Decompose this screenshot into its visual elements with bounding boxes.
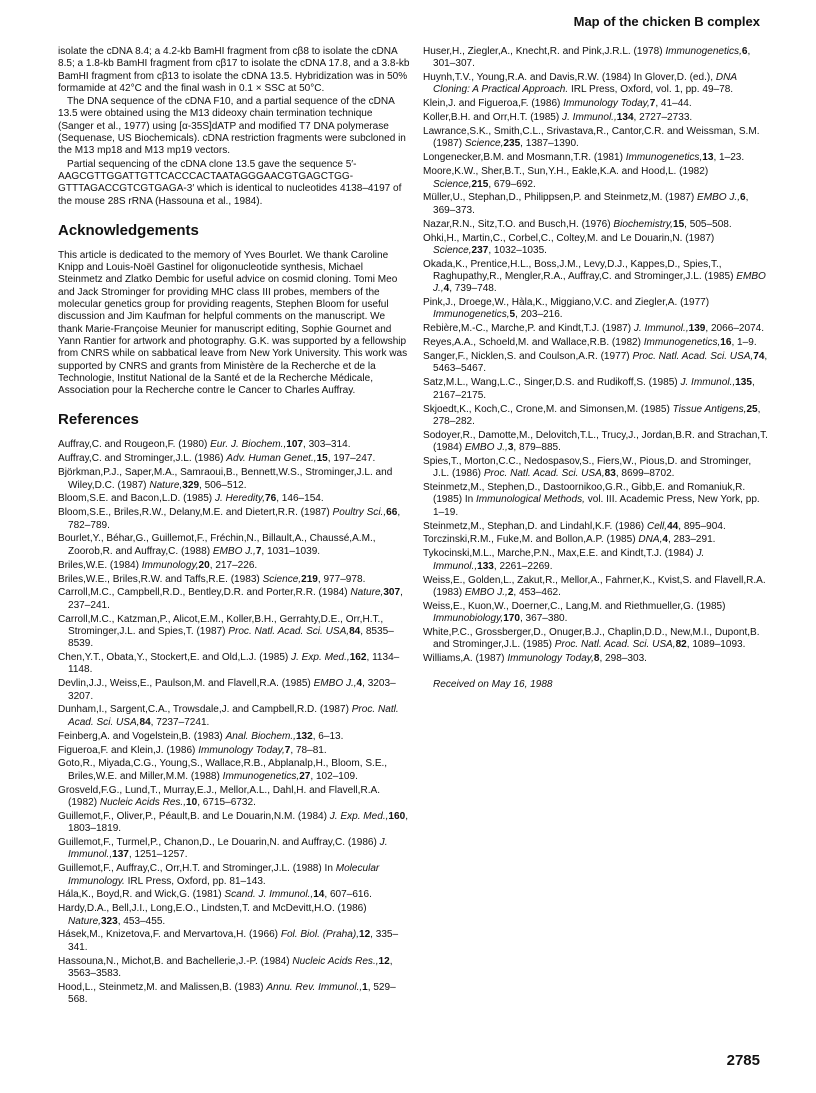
- ref-pages: , 298–303.: [599, 653, 647, 665]
- reference-item: [58, 678, 410, 703]
- ref-journal: Immunogenetics,: [222, 770, 300, 782]
- ref-pages: , 203–216.: [515, 309, 563, 321]
- methods-paragraph: Partial sequencing of the cDNA clone 13.5 gave the sequence 5′-AAGCGTTGGATTGTTCACCCACTAATAGGGAACGTGAGCTGG-GTTTAGACCGTCGTGAGA-3′ which is identical to nucleotides 4138–4197 of the mouse 28S rRNA (Hassouna et al., 1984).: [58, 158, 402, 207]
- ref-journal: Science,: [433, 178, 472, 190]
- ref-pages: , 8535–8539.: [68, 625, 394, 650]
- ref-authors: Hassouna,N., Michot,B. and Bachellerie,J.-P. (1984): [58, 955, 290, 967]
- ref-pages: , 1031–1039.: [261, 545, 321, 557]
- ref-pages: , 739–748.: [449, 283, 497, 295]
- ref-volume: 134: [616, 112, 634, 124]
- reference-item: [58, 507, 410, 532]
- ref-volume: 83: [604, 468, 616, 480]
- ref-volume: 307: [383, 587, 401, 599]
- ref-authors: Williams,A. (1987): [423, 653, 505, 665]
- reference-item: [423, 521, 769, 533]
- reference-item: [58, 614, 410, 651]
- reference-item: [58, 745, 410, 757]
- ref-journal: Science,: [262, 573, 302, 585]
- ref-pages: , 146–154.: [276, 493, 324, 505]
- ref-authors: Bloom,S.E. and Bacon,L.D. (1985): [58, 493, 213, 505]
- reference-item: [423, 112, 769, 124]
- reference-list-left: [58, 439, 410, 1006]
- reference-item: [423, 653, 769, 665]
- ref-authors: Sodoyer,R., Damotte,M., Delovitch,T.L., Trucy,J., Jordan,B.R. and Strachan,T. (1984): [423, 429, 768, 453]
- ref-pages: , 1–9.: [731, 337, 757, 349]
- ref-pages: , 2167–2175.: [433, 377, 755, 401]
- reference-item: [58, 903, 410, 928]
- ref-volume: 135: [735, 377, 752, 389]
- ref-volume: 133: [477, 560, 494, 572]
- ref-authors: Moore,K.W., Sher,B.T., Sun,Y.H., Eakle,K.A. and Hood,L. (1982): [423, 166, 709, 178]
- ref-journal: Immunology,: [141, 559, 199, 571]
- ref-journal: DNA,: [638, 534, 663, 546]
- ref-journal: J. Immunol.,: [680, 377, 736, 389]
- ref-pages: , 217–226.: [209, 559, 258, 571]
- ref-pages: , 301–307.: [433, 46, 751, 70]
- ref-journal: DNA Cloning: A Practical Approach.: [433, 72, 737, 96]
- reference-item: [58, 811, 410, 836]
- ref-pages: , 278–282.: [433, 403, 761, 427]
- ref-journal: Eur. J. Biochem.,: [210, 439, 287, 451]
- ref-journal: Immunology Today,: [563, 98, 650, 110]
- ref-journal: Proc. Natl. Acad. Sci. USA,: [228, 625, 350, 637]
- right-column: [423, 46, 769, 692]
- ref-authors: Hásek,M., Knizetova,F. and Mervartova,H. (1966): [58, 929, 279, 941]
- reference-item: [423, 166, 769, 191]
- ref-authors: Hardy,D.A., Bell,J.I., Long,E.O., Lindsten,T. and McDevitt,H.O. (1986): [58, 903, 367, 915]
- ref-authors: Huser,H., Ziegler,A., Knecht,R. and Pink,J.R.L. (1978): [423, 46, 663, 57]
- ref-pages: IRL Press, Oxford, pp. 81–143.: [124, 875, 266, 887]
- ref-authors: Grosveld,F.G., Lund,T., Murray,E.J., Mellor,A.L., Dahl,H. and Flavell,R.A. (1982): [58, 784, 380, 808]
- ref-journal: Biochemistry,: [613, 218, 673, 230]
- reference-item: [423, 482, 769, 519]
- ref-volume: 84: [139, 716, 151, 728]
- ref-volume: 13: [702, 152, 714, 164]
- reference-item: [423, 233, 769, 258]
- reference-item: [58, 956, 410, 981]
- ref-authors: Koller,B.H. and Orr,H.T. (1985): [423, 112, 560, 124]
- ref-journal: Immunogenetics,: [433, 309, 510, 321]
- ref-journal: J. Immunol.,: [433, 548, 705, 572]
- ref-journal: EMBO J.,: [697, 192, 741, 204]
- ref-authors: Lawrance,S.K., Smith,C.L., Srivastava,R., Cantor,C.R. and Weissman, S.M. (1987): [423, 126, 760, 150]
- reference-item: [423, 259, 769, 296]
- ref-authors: Hood,L., Steinmetz,M. and Malissen,B. (1983): [58, 981, 264, 993]
- ref-journal: EMBO J.,: [212, 545, 256, 557]
- reference-item: [58, 453, 410, 465]
- reference-item: [58, 863, 410, 888]
- ref-volume: 107: [286, 439, 303, 451]
- ref-pages: , 1251–1257.: [128, 849, 188, 861]
- ref-journal: Proc. Natl. Acad. Sci. USA,: [483, 468, 605, 480]
- reference-item: [423, 297, 769, 322]
- ref-authors: Feinberg,A. and Vogelstein,B. (1983): [58, 730, 223, 742]
- reference-item: [58, 731, 410, 743]
- ref-journal: Anal. Biochem.,: [225, 730, 296, 742]
- ref-authors: Ohki,H., Martin,C., Corbel,C., Coltey,M. and Le Douarin,N. (1987): [423, 232, 715, 244]
- ref-volume: 162: [349, 652, 367, 664]
- ref-authors: Skjoedt,K., Koch,C., Crone,M. and Simonsen,M. (1985): [423, 403, 670, 415]
- reference-item: [423, 404, 769, 429]
- ref-volume: 132: [295, 730, 313, 742]
- ref-volume: 66: [386, 507, 398, 519]
- ref-journal: J. Exp. Med.,: [291, 652, 350, 664]
- reference-list-right: [423, 46, 769, 665]
- ref-volume: 76: [265, 493, 277, 505]
- ref-pages: , 782–789.: [68, 507, 401, 531]
- ref-journal: Proc. Natl. Acad. Sci. USA,: [554, 639, 676, 651]
- ref-journal: J. Exp. Med.,: [329, 810, 389, 822]
- ref-authors: Tykocinski,M.L., Marche,P.N., Max,E.E. and Kindt,T.J. (1984): [423, 548, 694, 560]
- ref-authors: Briles,W.E. (1984): [58, 559, 139, 571]
- ref-authors: Reyes,A.A., Schoeld,M. and Wallace,R.B. (1982): [423, 337, 641, 349]
- reference-item: [423, 377, 769, 402]
- ref-authors: Steinmetz,M., Stephan,D. and Lindahl,K.F. (1986): [423, 520, 645, 532]
- ref-authors: Carroll,M.C., Campbell,R.D., Bentley,D.R. and Porter,R.R. (1984): [58, 587, 348, 599]
- ref-pages: , 102–109.: [310, 770, 358, 782]
- ref-authors: Goto,R., Miyada,C.G., Young,S., Wallace,R.B., Abplanalp,H., Bloom, S.E., Briles,W.E. and Miller,M.M. (1988): [58, 758, 388, 782]
- ref-authors: Nazar,R.N., Sitz,T.O. and Busch,H. (1976): [423, 218, 611, 230]
- ref-volume: 137: [112, 849, 129, 861]
- ref-journal: Nucleic Acids Res.,: [99, 796, 187, 808]
- ref-volume: 74: [753, 351, 765, 363]
- ref-volume: 82: [675, 639, 687, 651]
- ref-pages: , 41–44.: [655, 98, 692, 110]
- ref-journal: Immunogenetics,: [625, 152, 703, 164]
- ref-journal: J. Immunol.,: [562, 112, 617, 124]
- ref-pages: , 506–512.: [199, 479, 247, 491]
- ref-journal: Immunobiology,: [433, 613, 504, 625]
- ref-volume: 15: [316, 453, 328, 465]
- ref-authors: Chen,Y.T., Obata,Y., Stockert,E. and Old,L.J. (1985): [58, 652, 289, 664]
- ref-journal: Adv. Human Genet.,: [226, 453, 317, 465]
- ref-journal: J. Heredity,: [214, 493, 266, 505]
- ref-journal: EMBO J.,: [464, 586, 508, 598]
- ref-volume: 14: [313, 889, 325, 901]
- ref-authors: Okada,K., Prentice,H.L., Boss,J.M., Levy,D.J., Kappes,D., Spies,T., Raghupathy,R., Mengler,R.A., Auffray,C. and Strominger,J.L. (1985): [423, 258, 734, 282]
- ref-authors: Dunham,I., Sargent,C.A., Trowsdale,J. and Campbell,R.D. (1987): [58, 704, 349, 716]
- ref-pages: , 453–455.: [117, 915, 166, 927]
- ref-journal: Science,: [433, 244, 472, 256]
- left-column: [58, 46, 410, 1008]
- ref-volume: 12: [358, 929, 371, 941]
- ref-pages: , 197–247.: [327, 453, 376, 465]
- reference-item: [423, 219, 769, 231]
- ref-journal: Fol. Biol. (Praha),: [280, 929, 359, 941]
- ref-journal: Immunological Methods,: [476, 494, 585, 506]
- ref-journal: Immunology Today,: [198, 744, 285, 756]
- ref-authors: Carroll,M.C., Katzman,P., Alicot,E.M., Koller,B.H., Gerrahty,D.E., Orr,H.T., Strominger,J.L. and Spies,T. (1987): [58, 613, 384, 637]
- ref-pages: , 2727–2733.: [633, 112, 693, 124]
- reference-item: [58, 574, 410, 586]
- ref-volume: 160: [388, 810, 406, 822]
- ref-journal: Molecular Immunology.: [68, 863, 380, 887]
- ref-volume: 215: [471, 178, 489, 190]
- reference-item: [423, 430, 769, 455]
- ref-journal: Tissue Antigens,: [672, 403, 747, 415]
- ref-pages: , 3203–3207.: [68, 678, 396, 702]
- ref-pages: , 78–81.: [290, 744, 327, 756]
- ref-volume: 235: [503, 138, 521, 150]
- reference-item: [423, 456, 769, 481]
- running-title: Map of the chicken B complex: [573, 14, 760, 29]
- reference-item: [58, 929, 410, 954]
- ref-journal: J. Immunol.,: [633, 323, 689, 335]
- reference-item: [423, 126, 769, 151]
- reference-item: [423, 192, 769, 217]
- ref-volume: 1: [362, 981, 368, 993]
- reference-item: [423, 337, 769, 349]
- ref-authors: Briles,W.E., Briles,R.W. and Taffs,R.E. (1983): [58, 573, 260, 585]
- ref-authors: Devlin,J.J., Weiss,E., Paulson,M. and Flavell,R.A. (1985): [58, 678, 311, 690]
- ref-volume: 329: [182, 479, 200, 491]
- ref-authors: Bourlet,Y., Béhar,G., Guillemot,F., Fréchin,N., Billault,A., Chaussé,A.M., Zoorob,R. and Auffray,C. (1988): [58, 533, 376, 557]
- ref-volume: 5: [509, 309, 516, 321]
- ref-volume: 139: [688, 323, 706, 335]
- ref-volume: 25: [746, 403, 758, 415]
- ref-journal: EMBO J.,: [313, 678, 357, 690]
- methods-paragraph: isolate the cDNA 8.4; a 4.2-kb BamHI fragment from cβ8 to isolate the cDNA 8.5; a 1.8-kb BamHI fragment from cβ17 to isolate the cDNA 17.8, and a 3.8-kb BamHI fragment from cβ13 to isolate the cDNA 13.5. Hybridization was in 50% formamide at 42°C and the final wash in 0.1 × SSC at 50°C.: [58, 46, 410, 94]
- ref-volume: 6: [741, 46, 748, 57]
- ref-pages: , 1387–1390.: [520, 138, 579, 150]
- reference-item: [58, 837, 410, 862]
- ref-pages: , 5463–5467.: [433, 351, 768, 375]
- ref-authors: Pink,J., Droege,W., Hàla,K., Miggiano,V.C. and Ziegler,A. (1977): [423, 297, 710, 309]
- reference-item: [58, 587, 410, 612]
- ref-volume: 44: [667, 520, 679, 532]
- ref-authors: Rebière,M.-C., Marche,P. and Kindt,T.J. (1987): [423, 323, 632, 335]
- ref-volume: 16: [720, 337, 732, 349]
- ref-authors: Satz,M.L., Wang,L.C., Singer,D.S. and Rudikoff,S. (1985): [423, 377, 678, 389]
- acknowledgements-text: This article is dedicated to the memory of Yves Bourlet. We thank Caroline Knipp and Louis-Noël Gastinel for oligonucleotide synthesis, Michael Steinmetz and Zlatko Dembic for useful advice on cosmid cloning. Tomi Meo and Jack Strominger for providing MHC class III probes, members of the molecular genetics group for providing reagents, Stephen Bloom for useful discussion and Jim Kaufman for helpful comments on the manuscript. We thank Marie-Françoise Meunier for manuscript editing, Sophie Gournet and Yann Rantier for artwork and photography. G.K. was supported by a fellowship from CNRS while on sabbatical leave from New York University. This work was supported by CNRS and grants from Ministère de la Recherche et de la Technologie, Institut National de la Santé et de la Recherche Médicale, Association pour la Recherche contre le Cancer to Charles Auffray.: [58, 249, 408, 397]
- ref-journal: J. Immunol.,: [68, 837, 388, 861]
- ref-journal: Annu. Rev. Immunol.,: [266, 981, 363, 993]
- reference-item: [423, 46, 769, 71]
- page-number: 2785: [726, 1052, 760, 1069]
- ref-pages: , 895–904.: [678, 520, 726, 532]
- ref-volume: 323: [100, 915, 118, 927]
- ref-pages: , 283–291.: [667, 534, 716, 546]
- ref-journal: Nature,: [149, 479, 183, 491]
- ref-authors: Müller,U., Stephan,D., Philippsen,P. and Steinmetz,M. (1987): [423, 192, 695, 204]
- reference-item: [58, 533, 410, 558]
- ref-pages: , 879–885.: [513, 442, 561, 453]
- ref-authors: Hála,K., Boyd,R. and Wick,G. (1981): [58, 889, 222, 901]
- ref-volume: 237: [471, 244, 489, 256]
- ref-authors: Longenecker,B.M. and Mosmann,T.R. (1981): [423, 152, 623, 164]
- ref-pages: , 7237–7241.: [150, 716, 210, 728]
- reference-item: [58, 439, 410, 451]
- ref-pages: , 6715–6732.: [197, 796, 256, 808]
- ref-pages: , 977–978.: [317, 573, 366, 585]
- ref-authors: Guillemot,F., Turmel,P., Chanon,D., Le Douarin,N. and Auffray,C. (1986): [58, 837, 377, 849]
- ref-volume: 84: [349, 625, 361, 637]
- ref-journal: Scand. J. Immunol.,: [224, 889, 314, 901]
- acknowledgements-heading: Acknowledgements: [58, 221, 199, 239]
- ref-volume: 15: [672, 218, 685, 230]
- reference-item: [58, 889, 410, 901]
- methods-paragraph: The DNA sequence of the cDNA F10, and a partial sequence of the cDNA 13.5 were obtained using the M13 dideoxy chain termination technique (Sanger et al., 1977) using [α-35S]dATP and modified T7 DNA polymerase (Sequenase, US Biochemicals). cDNA restriction fragments were subcloned in the M13 mp18 and M13 mp19 vectors.: [58, 96, 406, 157]
- ref-journal: Nature,: [68, 915, 101, 927]
- ref-volume: 7: [649, 98, 656, 110]
- ref-pages: vol. III. Academic Press, New York, pp. 1–19.: [433, 494, 760, 518]
- ref-volume: 170: [503, 613, 520, 625]
- reference-item: [423, 534, 769, 546]
- ref-volume: 8: [593, 653, 600, 665]
- ref-journal: Nature,: [350, 587, 384, 599]
- ref-pages: , 1134–1148.: [68, 652, 400, 676]
- reference-item: [58, 467, 410, 492]
- reference-item: [58, 982, 410, 1007]
- ref-pages: , 1–23.: [713, 152, 745, 164]
- ref-authors: Steinmetz,M., Stephen,D., Dastoornikoo,G.R., Gibb,E. and Romaniuk,R. (1985) In: [423, 482, 746, 506]
- reference-item: [58, 652, 410, 677]
- ref-pages: , 3563–3583.: [68, 955, 393, 979]
- ref-authors: Klein,J. and Figueroa,F. (1986): [423, 98, 561, 110]
- ref-volume: 4: [443, 283, 450, 295]
- ref-volume: 20: [198, 559, 210, 571]
- ref-pages: , 237–241.: [68, 587, 403, 611]
- ref-pages: , 1032–1035.: [488, 244, 547, 256]
- ref-authors: Weiss,E., Golden,L., Zakut,R., Mellor,A., Fahrner,K., Kvist,S. and Flavell,R.A. (1983): [423, 574, 766, 598]
- ref-volume: 27: [299, 770, 311, 782]
- ref-pages: , 679–692.: [488, 178, 536, 190]
- ref-authors: Auffray,C. and Rougeon,F. (1980): [58, 439, 208, 451]
- reference-item: [58, 704, 410, 729]
- ref-authors: Weiss,E., Kuon,W., Doerner,C., Lang,M. and Riethmueller,G. (1985): [423, 600, 726, 612]
- reference-item: [423, 601, 769, 626]
- ref-authors: Huynh,T.V., Young,R.A. and Davis,R.W. (1984) In Glover,D. (ed.),: [423, 72, 714, 84]
- ref-authors: Torczinski,R.M., Fuke,M. and Bollon,A.P. (1985): [423, 534, 636, 546]
- ref-volume: 4: [356, 678, 363, 690]
- ref-authors: Guillemot,F., Auffray,C., Orr,H.T. and Strominger,J.L. (1988) In: [58, 863, 333, 875]
- reference-item: [58, 785, 410, 810]
- ref-pages: , 1803–1819.: [68, 810, 408, 835]
- ref-pages: , 1089–1093.: [686, 639, 746, 651]
- ref-pages: , 303–314.: [303, 439, 351, 451]
- ref-pages: , 607–616.: [324, 889, 372, 901]
- ref-volume: 7: [284, 744, 291, 756]
- ref-authors: Spies,T., Morton,C.C., Nedospasov,S., Fiers,W., Pious,D. and Strominger, J.L. (1986): [423, 455, 752, 480]
- ref-authors: Guillemot,F., Oliver,P., Péault,B. and Le Douarin,N.M. (1984): [58, 810, 327, 822]
- reference-item: [58, 493, 410, 505]
- ref-volume: 10: [186, 796, 198, 808]
- ref-pages: , 8699–8702.: [615, 468, 675, 480]
- ref-journal: Nucleic Acids Res.,: [292, 955, 379, 967]
- ref-journal: Immunogenetics,: [665, 46, 742, 57]
- references-heading: References: [58, 411, 139, 429]
- ref-journal: EMBO J.,: [433, 270, 766, 295]
- ref-authors: Figueroa,F. and Klein,J. (1986): [58, 744, 196, 756]
- reference-item: [423, 548, 769, 573]
- ref-authors: Sanger,F., Nicklen,S. and Coulson,A.R. (1977): [423, 351, 630, 363]
- ref-authors: Auffray,C. and Strominger,J.L. (1986): [58, 453, 224, 465]
- ref-journal: Immunology Today,: [507, 653, 594, 665]
- ref-pages: , 2066–2074.: [705, 323, 765, 335]
- reference-item: [423, 152, 769, 164]
- ref-authors: White,P.C., Grossberger,D., Onuger,B.J., Chaplin,D.D., New,M.I., Dupont,B. and Strominger,J.L. (1985): [423, 626, 760, 651]
- ref-journal: Proc. Natl. Acad. Sci. USA,: [632, 351, 754, 363]
- ref-journal: Poultry Sci.,: [332, 507, 387, 519]
- ref-authors: Bloom,S.E., Briles,R.W., Delany,M.E. and Dietert,R.R. (1987): [58, 507, 330, 519]
- ref-pages: , 6–13.: [312, 730, 344, 742]
- reference-item: [423, 323, 769, 335]
- reference-item: [58, 758, 410, 783]
- reference-item: [58, 560, 410, 572]
- ref-journal: Immunogenetics,: [643, 337, 721, 349]
- ref-volume: 12: [378, 955, 390, 967]
- ref-journal: Proc. Natl. Acad. Sci. USA,: [68, 704, 399, 728]
- ref-journal: Cell,: [646, 520, 668, 532]
- ref-pages: , 2261–2269.: [493, 560, 553, 572]
- ref-journal: EMBO J.,: [464, 442, 508, 453]
- reference-item: [423, 98, 769, 110]
- ref-authors: Björkman,P.J., Saper,M.A., Samraoui,B., Bennett,W.S., Strominger,J.L. and Wiley,D.C. (1987): [58, 467, 393, 491]
- ref-pages: , 367–380.: [519, 613, 568, 625]
- ref-volume: 219: [301, 573, 318, 585]
- ref-volume: 2: [507, 586, 514, 598]
- ref-journal: Science,: [464, 138, 504, 150]
- reference-item: [423, 627, 769, 652]
- ref-pages: IRL Press, Oxford, vol. 1, pp. 49–78.: [568, 84, 734, 96]
- ref-pages: , 453–462.: [513, 586, 561, 598]
- ref-pages: , 335–341.: [68, 929, 399, 953]
- ref-volume: 4: [662, 534, 668, 546]
- reference-item: [423, 575, 769, 600]
- ref-volume: 7: [255, 545, 262, 557]
- reference-item: [423, 351, 769, 376]
- ref-pages: , 529–568.: [68, 981, 396, 1006]
- ref-volume: 6: [740, 192, 746, 204]
- ref-volume: 3: [507, 442, 514, 453]
- ref-pages: , 505–508.: [684, 218, 732, 230]
- received-date: Received on May 16, 1988: [433, 679, 553, 691]
- reference-item: [423, 72, 769, 97]
- ref-pages: , 369–373.: [433, 192, 749, 216]
